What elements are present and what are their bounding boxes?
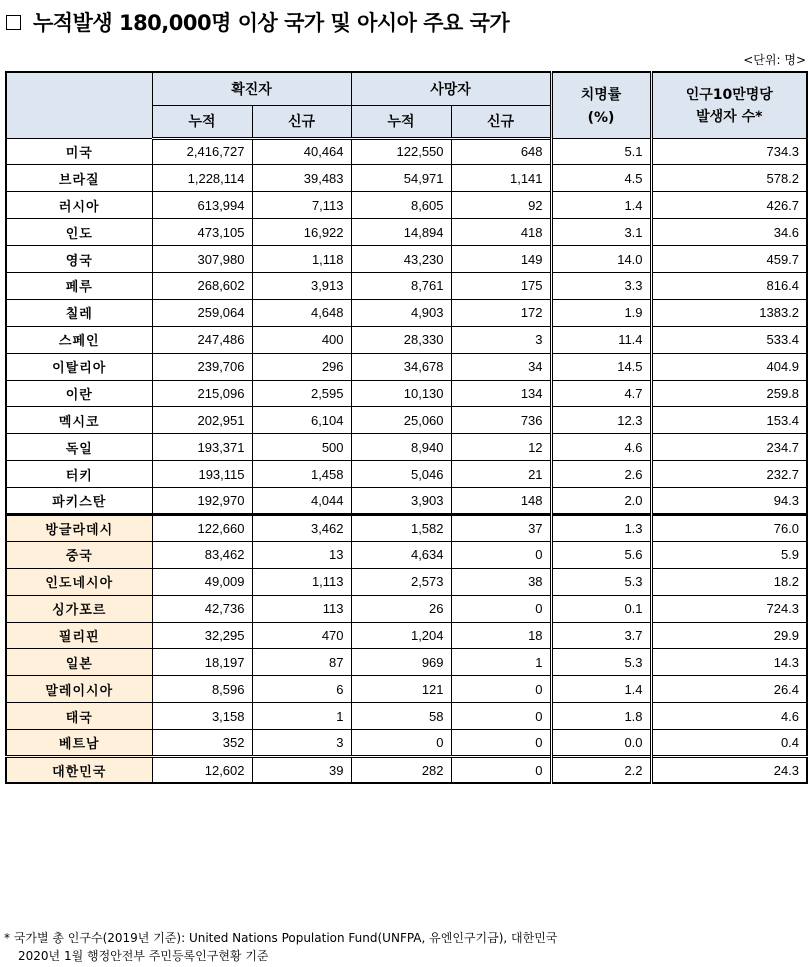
country-name-cell: 대한민국: [6, 756, 152, 783]
header-deaths-cumulative: 누적: [351, 105, 451, 138]
deaths-cumulative-cell: 1,204: [351, 622, 451, 649]
per100k-cell: 34.6: [651, 219, 807, 246]
deaths-cumulative-cell: 43,230: [351, 246, 451, 273]
header-deaths-new: 신규: [451, 105, 551, 138]
footnote-line1: * 국가별 총 인구수(2019년 기준): United Nations Population Fund(UNFPA, 유엔인구기금), 대한민국: [4, 931, 558, 945]
per100k-cell: 259.8: [651, 380, 807, 407]
table-row: [6, 622, 807, 649]
per100k-cell: 578.2: [651, 165, 807, 192]
deaths-cumulative-cell: 1,582: [351, 514, 451, 541]
per100k-cell: 153.4: [651, 407, 807, 434]
country-name-cell: 독일: [6, 434, 152, 461]
confirmed-cumulative-cell: 3,158: [152, 703, 252, 730]
per100k-cell: 459.7: [651, 246, 807, 273]
deaths-new-cell: 0: [451, 730, 551, 757]
fatality-rate-cell: 1.4: [551, 192, 651, 219]
country-name-cell: 말레이시아: [6, 676, 152, 703]
confirmed-new-cell: 16,922: [252, 219, 351, 246]
deaths-cumulative-cell: 122,550: [351, 138, 451, 165]
deaths-new-cell: 149: [451, 246, 551, 273]
confirmed-new-cell: 6: [252, 676, 351, 703]
confirmed-new-cell: 40,464: [252, 138, 351, 165]
header-confirmed: 확진자: [152, 72, 351, 105]
table-row: [6, 299, 807, 326]
deaths-new-cell: 0: [451, 703, 551, 730]
confirmed-cumulative-cell: 18,197: [152, 649, 252, 676]
deaths-cumulative-cell: 28,330: [351, 326, 451, 353]
table-row: [6, 326, 807, 353]
deaths-new-cell: 1,141: [451, 165, 551, 192]
per100k-cell: 18.2: [651, 568, 807, 595]
deaths-cumulative-cell: 121: [351, 676, 451, 703]
page-title-text: 누적발생 180,000명 이상 국가 및 아시아 주요 국가: [33, 11, 510, 35]
table-row: [6, 488, 807, 515]
deaths-new-cell: 0: [451, 541, 551, 568]
confirmed-cumulative-cell: 613,994: [152, 192, 252, 219]
header-per100k: [651, 72, 807, 138]
confirmed-new-cell: 3,913: [252, 272, 351, 299]
fatality-rate-cell: 3.1: [551, 219, 651, 246]
per100k-cell: 816.4: [651, 272, 807, 299]
confirmed-cumulative-cell: 259,064: [152, 299, 252, 326]
confirmed-cumulative-cell: 307,980: [152, 246, 252, 273]
confirmed-cumulative-cell: 268,602: [152, 272, 252, 299]
deaths-new-cell: 21: [451, 461, 551, 488]
deaths-cumulative-cell: 34,678: [351, 353, 451, 380]
table-row: [6, 541, 807, 568]
per100k-cell: 76.0: [651, 514, 807, 541]
country-name-cell: 미국: [6, 138, 152, 165]
table-row: [6, 649, 807, 676]
confirmed-new-cell: 1,118: [252, 246, 351, 273]
deaths-new-cell: 134: [451, 380, 551, 407]
confirmed-cumulative-cell: 83,462: [152, 541, 252, 568]
deaths-cumulative-cell: 4,903: [351, 299, 451, 326]
per100k-cell: 404.9: [651, 353, 807, 380]
table-row: [6, 434, 807, 461]
per100k-cell: 94.3: [651, 488, 807, 515]
fatality-rate-cell: 4.6: [551, 434, 651, 461]
per100k-cell: 24.3: [651, 756, 807, 783]
fatality-rate-cell: 1.3: [551, 514, 651, 541]
deaths-cumulative-cell: 4,634: [351, 541, 451, 568]
deaths-new-cell: 648: [451, 138, 551, 165]
table-row: [6, 514, 807, 541]
header-fatality-rate: [551, 72, 651, 138]
fatality-rate-cell: 1.8: [551, 703, 651, 730]
table-row: [6, 192, 807, 219]
country-name-cell: 필리핀: [6, 622, 152, 649]
deaths-new-cell: 34: [451, 353, 551, 380]
confirmed-cumulative-cell: 192,970: [152, 488, 252, 515]
fatality-rate-cell: 4.5: [551, 165, 651, 192]
table-body-korea: [6, 756, 807, 783]
deaths-new-cell: 172: [451, 299, 551, 326]
confirmed-new-cell: 2,595: [252, 380, 351, 407]
per100k-cell: 14.3: [651, 649, 807, 676]
per100k-cell: 232.7: [651, 461, 807, 488]
country-name-cell: 영국: [6, 246, 152, 273]
deaths-new-cell: 92: [451, 192, 551, 219]
fatality-rate-cell: 14.0: [551, 246, 651, 273]
country-name-cell: 멕시코: [6, 407, 152, 434]
header-per100k-line1: 인구10만명당: [685, 87, 773, 104]
confirmed-new-cell: 39,483: [252, 165, 351, 192]
deaths-new-cell: 12: [451, 434, 551, 461]
confirmed-new-cell: 470: [252, 622, 351, 649]
table-body-asia: [6, 514, 807, 756]
table-row: [6, 138, 807, 165]
deaths-new-cell: 3: [451, 326, 551, 353]
confirmed-new-cell: 3: [252, 730, 351, 757]
deaths-cumulative-cell: 58: [351, 703, 451, 730]
confirmed-cumulative-cell: 2,416,727: [152, 138, 252, 165]
country-name-cell: 스페인: [6, 326, 152, 353]
country-name-cell: 터키: [6, 461, 152, 488]
table-row: [6, 272, 807, 299]
deaths-cumulative-cell: 0: [351, 730, 451, 757]
unit-label: <단위: 명>: [743, 53, 806, 67]
country-name-cell: 이탈리아: [6, 353, 152, 380]
deaths-new-cell: 18: [451, 622, 551, 649]
deaths-cumulative-cell: 8,761: [351, 272, 451, 299]
country-name-cell: 인도네시아: [6, 568, 152, 595]
header-per100k-line2: 발생자 수*: [696, 109, 763, 126]
country-name-cell: 페루: [6, 272, 152, 299]
table-row: [6, 353, 807, 380]
header-fatality-line2: (%): [587, 110, 615, 127]
confirmed-cumulative-cell: 32,295: [152, 622, 252, 649]
country-name-cell: 이란: [6, 380, 152, 407]
per100k-cell: 724.3: [651, 595, 807, 622]
per100k-cell: 234.7: [651, 434, 807, 461]
table-row: [6, 756, 807, 783]
confirmed-new-cell: 500: [252, 434, 351, 461]
header-deaths: 사망자: [351, 72, 551, 105]
confirmed-cumulative-cell: 42,736: [152, 595, 252, 622]
deaths-new-cell: 418: [451, 219, 551, 246]
deaths-cumulative-cell: 26: [351, 595, 451, 622]
fatality-rate-cell: 3.3: [551, 272, 651, 299]
confirmed-cumulative-cell: 193,115: [152, 461, 252, 488]
confirmed-cumulative-cell: 247,486: [152, 326, 252, 353]
page-title: [6, 6, 509, 38]
deaths-new-cell: 736: [451, 407, 551, 434]
deaths-new-cell: 1: [451, 649, 551, 676]
per100k-cell: 5.9: [651, 541, 807, 568]
footnote: [4, 929, 557, 965]
per100k-cell: 734.3: [651, 138, 807, 165]
table-row: [6, 595, 807, 622]
fatality-rate-cell: 0.1: [551, 595, 651, 622]
fatality-rate-cell: 2.6: [551, 461, 651, 488]
confirmed-cumulative-cell: 202,951: [152, 407, 252, 434]
confirmed-cumulative-cell: 1,228,114: [152, 165, 252, 192]
country-name-cell: 파키스탄: [6, 488, 152, 515]
table-body-major: [6, 138, 807, 514]
per100k-cell: 26.4: [651, 676, 807, 703]
square-bullet-icon: [6, 15, 21, 30]
deaths-cumulative-cell: 969: [351, 649, 451, 676]
country-name-cell: 일본: [6, 649, 152, 676]
deaths-new-cell: 0: [451, 756, 551, 783]
confirmed-new-cell: 1: [252, 703, 351, 730]
fatality-rate-cell: 1.9: [551, 299, 651, 326]
confirmed-cumulative-cell: 239,706: [152, 353, 252, 380]
confirmed-cumulative-cell: 12,602: [152, 756, 252, 783]
header-fatality-line1: 치명률: [580, 87, 622, 104]
confirmed-new-cell: 400: [252, 326, 351, 353]
deaths-new-cell: 0: [451, 676, 551, 703]
deaths-cumulative-cell: 25,060: [351, 407, 451, 434]
confirmed-cumulative-cell: 473,105: [152, 219, 252, 246]
table-row: [6, 219, 807, 246]
confirmed-new-cell: 3,462: [252, 514, 351, 541]
fatality-rate-cell: 5.3: [551, 649, 651, 676]
per100k-cell: 0.4: [651, 730, 807, 757]
deaths-cumulative-cell: 14,894: [351, 219, 451, 246]
confirmed-new-cell: 13: [252, 541, 351, 568]
confirmed-cumulative-cell: 49,009: [152, 568, 252, 595]
deaths-new-cell: 37: [451, 514, 551, 541]
confirmed-new-cell: 296: [252, 353, 351, 380]
deaths-cumulative-cell: 54,971: [351, 165, 451, 192]
country-name-cell: 중국: [6, 541, 152, 568]
fatality-rate-cell: 11.4: [551, 326, 651, 353]
fatality-rate-cell: 0.0: [551, 730, 651, 757]
fatality-rate-cell: 5.1: [551, 138, 651, 165]
fatality-rate-cell: 1.4: [551, 676, 651, 703]
confirmed-cumulative-cell: 122,660: [152, 514, 252, 541]
confirmed-new-cell: 4,044: [252, 488, 351, 515]
deaths-cumulative-cell: 10,130: [351, 380, 451, 407]
fatality-rate-cell: 3.7: [551, 622, 651, 649]
table-row: [6, 730, 807, 757]
confirmed-new-cell: 1,458: [252, 461, 351, 488]
per100k-cell: 29.9: [651, 622, 807, 649]
country-name-cell: 베트남: [6, 730, 152, 757]
table-row: [6, 676, 807, 703]
deaths-cumulative-cell: 2,573: [351, 568, 451, 595]
header-country: [6, 72, 152, 138]
confirmed-new-cell: 87: [252, 649, 351, 676]
fatality-rate-cell: 5.3: [551, 568, 651, 595]
deaths-new-cell: 38: [451, 568, 551, 595]
country-name-cell: 싱가포르: [6, 595, 152, 622]
confirmed-new-cell: 6,104: [252, 407, 351, 434]
header-confirmed-cumulative: 누적: [152, 105, 252, 138]
per100k-cell: 1383.2: [651, 299, 807, 326]
confirmed-new-cell: 113: [252, 595, 351, 622]
table-row: [6, 703, 807, 730]
fatality-rate-cell: 14.5: [551, 353, 651, 380]
table-row: [6, 380, 807, 407]
confirmed-new-cell: 39: [252, 756, 351, 783]
confirmed-cumulative-cell: 215,096: [152, 380, 252, 407]
covid-stats-table: [5, 71, 808, 784]
table-row: [6, 461, 807, 488]
confirmed-cumulative-cell: 193,371: [152, 434, 252, 461]
confirmed-new-cell: 7,113: [252, 192, 351, 219]
deaths-new-cell: 175: [451, 272, 551, 299]
country-name-cell: 러시아: [6, 192, 152, 219]
table-row: [6, 568, 807, 595]
country-name-cell: 방글라데시: [6, 514, 152, 541]
per100k-cell: 426.7: [651, 192, 807, 219]
confirmed-cumulative-cell: 8,596: [152, 676, 252, 703]
footnote-line2: 2020년 1월 행정안전부 주민등록인구현황 기준: [18, 949, 269, 963]
confirmed-new-cell: 4,648: [252, 299, 351, 326]
per100k-cell: 533.4: [651, 326, 807, 353]
fatality-rate-cell: 12.3: [551, 407, 651, 434]
deaths-cumulative-cell: 282: [351, 756, 451, 783]
per100k-cell: 4.6: [651, 703, 807, 730]
table-row: [6, 165, 807, 192]
country-name-cell: 칠레: [6, 299, 152, 326]
confirmed-new-cell: 1,113: [252, 568, 351, 595]
country-name-cell: 태국: [6, 703, 152, 730]
fatality-rate-cell: 2.0: [551, 488, 651, 515]
deaths-cumulative-cell: 3,903: [351, 488, 451, 515]
deaths-cumulative-cell: 8,940: [351, 434, 451, 461]
confirmed-cumulative-cell: 352: [152, 730, 252, 757]
table-row: [6, 246, 807, 273]
table-header: [6, 72, 807, 138]
deaths-new-cell: 0: [451, 595, 551, 622]
country-name-cell: 브라질: [6, 165, 152, 192]
deaths-cumulative-cell: 8,605: [351, 192, 451, 219]
deaths-new-cell: 148: [451, 488, 551, 515]
header-confirmed-new: 신규: [252, 105, 351, 138]
country-name-cell: 인도: [6, 219, 152, 246]
fatality-rate-cell: 2.2: [551, 756, 651, 783]
fatality-rate-cell: 5.6: [551, 541, 651, 568]
fatality-rate-cell: 4.7: [551, 380, 651, 407]
deaths-cumulative-cell: 5,046: [351, 461, 451, 488]
table-row: [6, 407, 807, 434]
